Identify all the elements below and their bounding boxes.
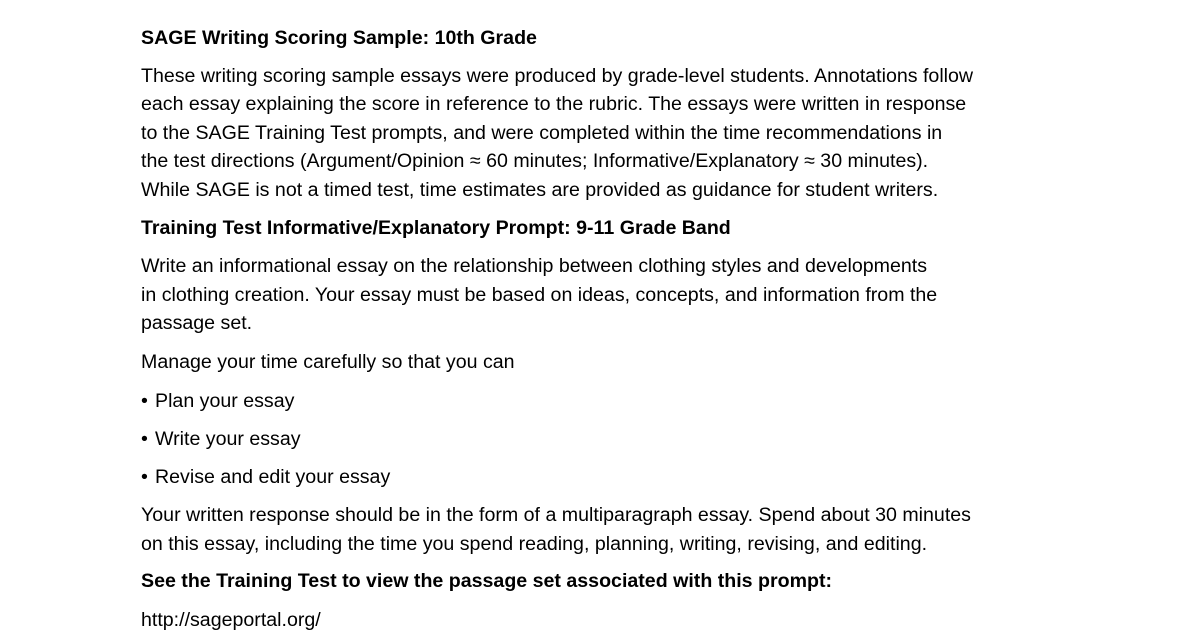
step-label: Write your essay	[155, 427, 301, 450]
intro-line: the test directions (Argument/Opinion ≈ 60 minutes; Informative/Explanatory ≈ 30 minutes).	[141, 150, 929, 173]
passage-heading: See the Training Test to view the passage set associated with this prompt:	[141, 570, 833, 593]
prompt-heading: Training Test Informative/Explanatory Prompt: 9-11 Grade Band	[141, 216, 731, 239]
response-line: on this essay, including the time you spend reading, planning, writing, revising, and editing.	[141, 532, 928, 555]
intro-line: to the SAGE Training Test prompts, and were completed within the time recommendations in	[141, 121, 943, 144]
sageportal-link[interactable]: http://sageportal.org/	[141, 608, 321, 631]
document-page	[141, 24, 1081, 634]
intro-line: While SAGE is not a timed test, time estimates are provided as guidance for student writers.	[141, 178, 939, 201]
prompt-line: passage set.	[141, 312, 253, 335]
intro-paragraph	[141, 62, 1081, 205]
bullet-icon: •	[141, 465, 148, 488]
manage-time-text: Manage your time carefully so that you can	[141, 350, 515, 373]
step-label: Plan your essay	[155, 389, 295, 412]
list-item	[141, 425, 1081, 454]
bullet-icon: •	[141, 389, 148, 412]
prompt-line: Write an informational essay on the relationship between clothing styles and developments	[141, 255, 928, 278]
document-title: SAGE Writing Scoring Sample: 10th Grade	[141, 27, 537, 49]
list-item	[141, 463, 1081, 492]
step-label: Revise and edit your essay	[155, 465, 391, 488]
prompt-line: in clothing creation. Your essay must be based on ideas, concepts, and information from the	[141, 283, 938, 306]
list-item	[141, 387, 1081, 416]
bullet-icon: •	[141, 427, 148, 450]
intro-line: each essay explaining the score in reference to the rubric. The essays were written in response	[141, 93, 967, 116]
response-paragraph	[141, 501, 1081, 558]
prompt-paragraph	[141, 252, 1081, 338]
intro-line: These writing scoring sample essays were produced by grade-level students. Annotations follow	[141, 64, 974, 87]
response-line: Your written response should be in the form of a multiparagraph essay. Spend about 30 minutes	[141, 504, 971, 527]
steps-list	[141, 387, 1081, 492]
